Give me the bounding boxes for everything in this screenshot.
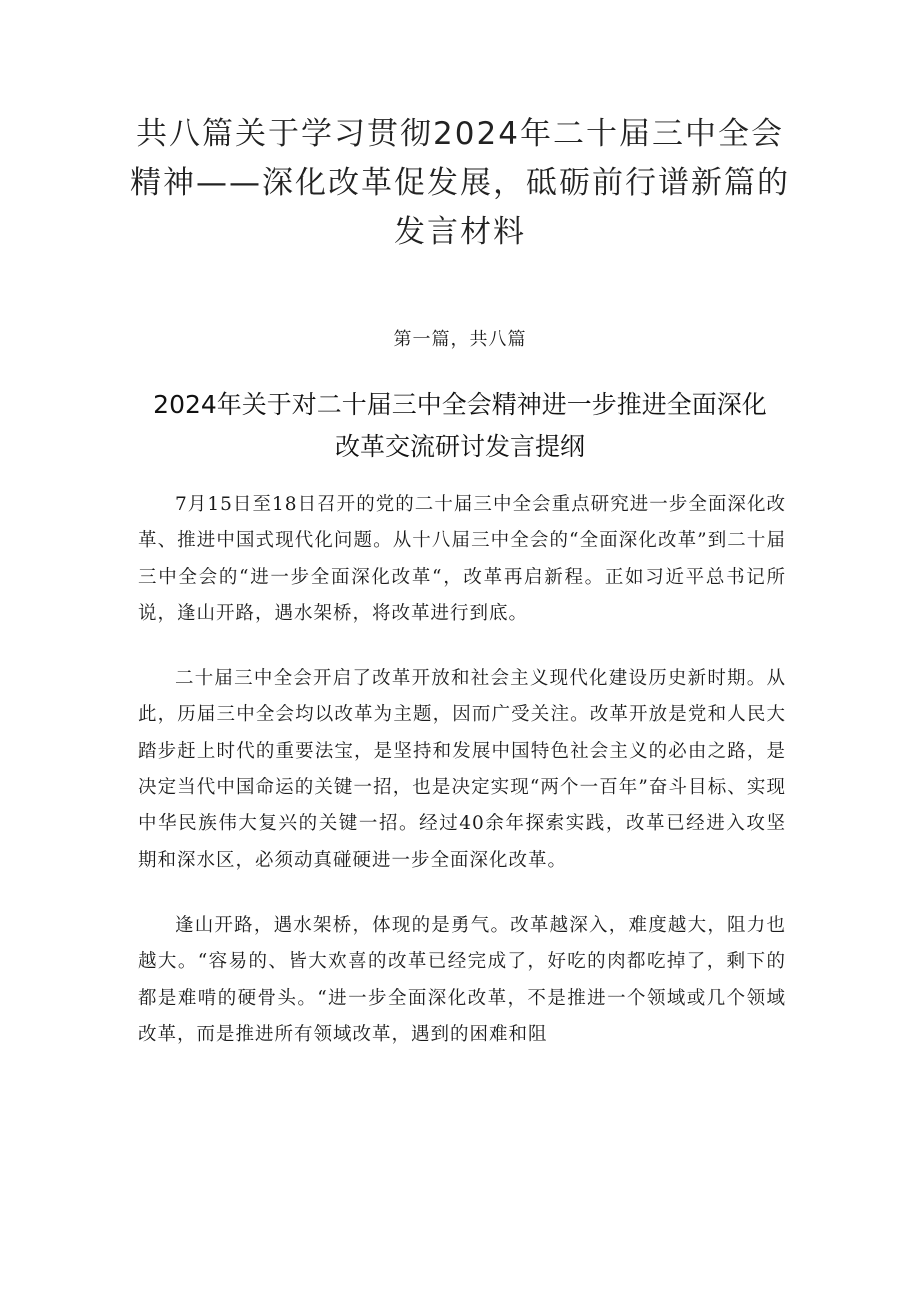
document-main-title: 共八篇关于学习贯彻2024年二十届三中全会精神——深化改革促发展，砥砺前行谱新篇的发言材料 <box>130 116 790 250</box>
paragraph-1: 7月15日至18日召开的党的二十届三中全会重点研究进一步全面深化改革、推进中国式现代化问题。从十八届三中全会的“全面深化改革”到二十届三中全会的“进一步全面深化改革“，改革再启新程。正如习近平总书记所说，逢山开路，遇水架桥，将改革进行到底。 <box>138 494 786 624</box>
body-text <box>138 487 786 1082</box>
paragraph-3: 逢山开路，遇水架桥，体现的是勇气。改革越深入，难度越大，阻力也越大。“容易的、皆大欢喜的改革已经完成了，好吃的肉都吃掉了，剩下的都是难啃的硬骨头。“进一步全面深化改革，不是推进一个领域或几个领域改革，而是推进所有领域改革，遇到的困难和阻 <box>138 914 786 1045</box>
section-subtitle: 2024年关于对二十届三中全会精神进一步推进全面深化改革交流研讨发言提纲 <box>153 390 767 461</box>
section-label: 第一篇，共八篇 <box>393 329 527 350</box>
paragraph-2: 二十届三中全会开启了改革开放和社会主义现代化建设历史新时期。从此，历届三中全会均以改革为主题，因而广受关注。改革开放是党和人民大踏步赶上时代的重要法宝，是坚持和发展中国特色社会主义的必由之路，是决定当代中国命运的关键一招，也是决定实现“两个一百年”奋斗目标、实现中华民族伟大复兴的关键一招。经过40余年探索实践，改革已经进入攻坚期和深水区，必须动真碰硬进一步全面深化改革。 <box>138 668 786 871</box>
